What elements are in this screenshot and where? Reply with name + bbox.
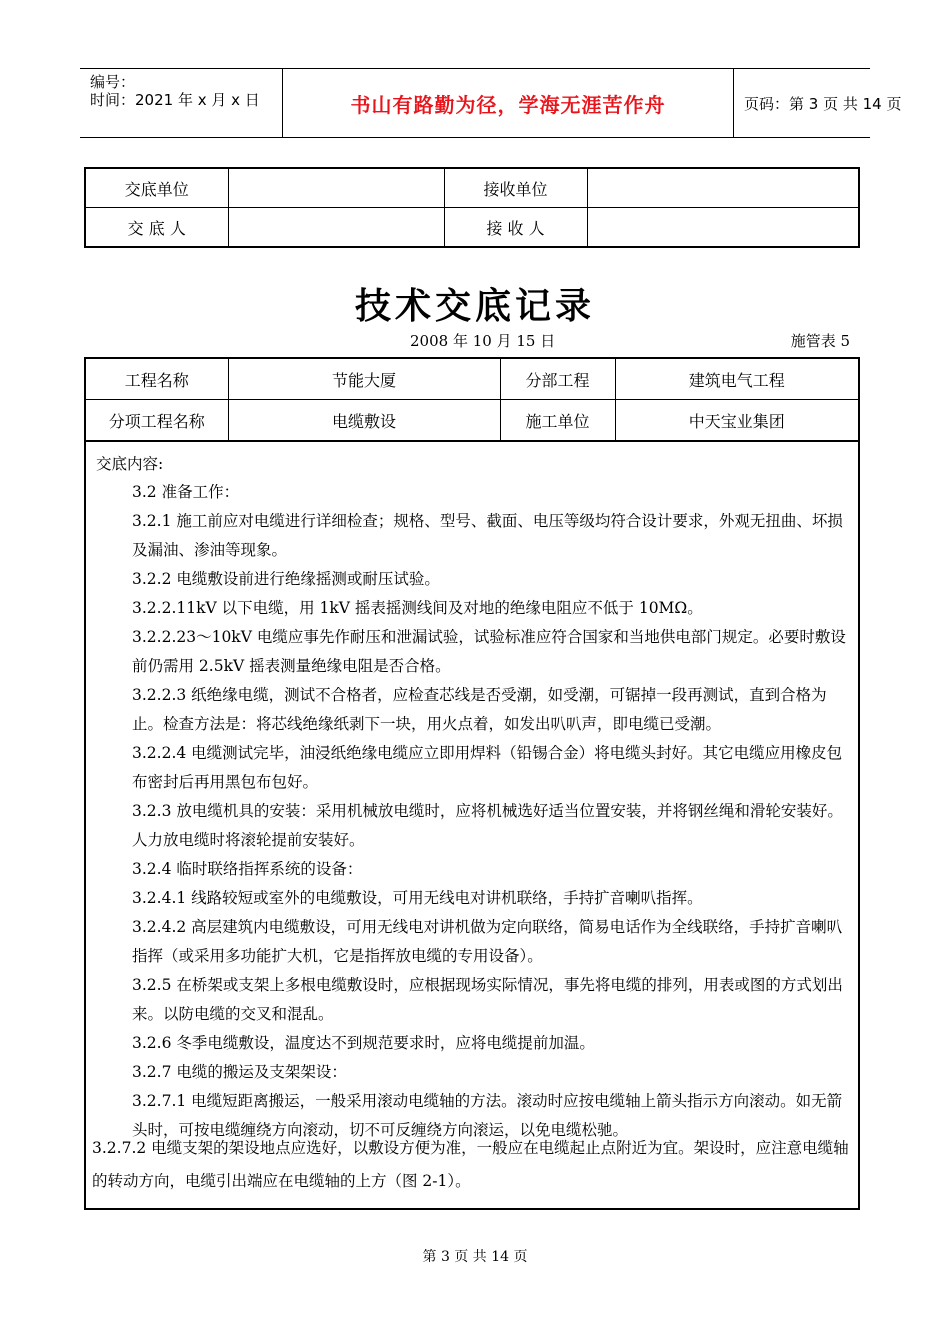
paragraph: 3.2.2.11kV 以下电缆，用 1kV 摇表摇测线间及对地的绝缘电阻应不低于 10MΩ。 bbox=[132, 599, 703, 617]
paragraph: 3.2.2.4 电缆测试完毕，油浸纸绝缘电缆应立即用焊料（铅锡合金）将电缆头封好。其它电缆应用橡皮包布密封后再用黑包布包好。 bbox=[132, 744, 843, 791]
content-body bbox=[132, 478, 856, 1145]
paragraph: 3.2.5 在桥架或支架上多根电缆敷设时，应根据现场实际情况，事先将电缆的排列，用表或图的方式划出来。以防电缆的交叉和混乱。 bbox=[132, 976, 843, 1023]
receiving-unit-label: 接收单位 bbox=[444, 168, 587, 208]
receiving-unit-value bbox=[587, 168, 859, 208]
handover-unit-value bbox=[228, 168, 444, 208]
content-box bbox=[84, 442, 860, 1210]
header-page-cell bbox=[734, 69, 902, 137]
paragraph: 3.2.4.2 高层建筑内电缆敷设，可用无线电对讲机做为定向联络，简易电话作为全线联络，手持扩音喇叭指挥（或采用多功能扩大机，它是指挥放电缆的专用设备）。 bbox=[132, 918, 843, 965]
paragraph: 3.2.2.3 纸绝缘电缆，测试不合格者，应检查芯线是否受潮，如受潮，可锯掉一段再测试，直到合格为止。检查方法是：将芯线绝缘纸剥下一块，用火点着，如发出叭叭声，即电缆已受潮。 bbox=[132, 686, 827, 733]
last-paragraph: 3.2.7.2 电缆支架的架设地点应选好，以敷设方便为准，一般应在电缆起止点附近为宜。架设时，应注意电缆轴的转动方向，电缆引出端应在电缆轴的上方（图 2-1）。 bbox=[92, 1139, 849, 1190]
receiver-person-label: 接 收 人 bbox=[444, 208, 587, 248]
paragraph: 3.2.6 冬季电缆敷设，温度达不到规范要求时，应将电缆提前加温。 bbox=[132, 1034, 595, 1052]
header-meta bbox=[80, 69, 282, 137]
receiver-person-value bbox=[587, 208, 859, 248]
table-row bbox=[85, 358, 859, 400]
header-motto-cell bbox=[282, 69, 734, 137]
handover-person-label: 交 底 人 bbox=[85, 208, 228, 248]
paragraph: 3.2.7 电缆的搬运及支架架设： bbox=[132, 1063, 347, 1081]
division-label: 分部工程 bbox=[500, 358, 615, 400]
paragraph: 3.2 准备工作： bbox=[132, 483, 240, 501]
handover-unit-label: 交底单位 bbox=[85, 168, 228, 208]
record-date: 2008 年 10 月 15 日 bbox=[410, 332, 556, 350]
paragraph: 3.2.2 电缆敷设前进行绝缘摇测或耐压试验。 bbox=[132, 570, 440, 588]
division-value: 建筑电气工程 bbox=[615, 358, 859, 400]
subitem-value: 电缆敷设 bbox=[228, 400, 500, 442]
header-page-info: 页码：第 3 页 共 14 页 bbox=[744, 94, 902, 113]
table-row bbox=[85, 168, 859, 208]
page-title: 技术交底记录 bbox=[354, 286, 595, 327]
document-time-label: 时间：2021 年 x 月 x 日 bbox=[90, 91, 260, 109]
project-info-table bbox=[84, 357, 860, 442]
paragraph: 3.2.3 放电缆机具的安装：采用机械放电缆时，应将机械选好适当位置安装，并将钢丝绳和滑轮安装好。人力放电缆时将滚轮提前安装好。 bbox=[132, 802, 843, 849]
document-number-label: 编号： bbox=[90, 73, 136, 91]
contractor-value: 中天宝业集团 bbox=[615, 400, 859, 442]
page-header bbox=[80, 68, 902, 138]
contractor-label: 施工单位 bbox=[500, 400, 615, 442]
paragraph: 3.2.4.1 线路较短或室外的电缆敷设，可用无线电对讲机联络，手持扩音喇叭指挥。 bbox=[132, 889, 703, 907]
handover-person-value bbox=[228, 208, 444, 248]
project-name-value: 节能大厦 bbox=[228, 358, 500, 400]
table-row bbox=[85, 208, 859, 248]
page-footer: 第 3 页 共 14 页 bbox=[422, 1249, 528, 1265]
paragraph: 3.2.1 施工前应对电缆进行详细检查；规格、型号、截面、电压等级均符合设计要求，外观无扭曲、坏损及漏油、渗油等现象。 bbox=[132, 512, 843, 559]
paragraph: 3.2.2.23～10kV 电缆应事先作耐压和泄漏试验，试验标准应符合国家和当地供电部门规定。必要时敷设前仍需用 2.5kV 摇表测量绝缘电阻是否合格。 bbox=[132, 628, 846, 675]
header-motto: 书山有路勤为径，学海无涯苦作舟 bbox=[350, 92, 666, 117]
content-label: 交底内容: bbox=[96, 455, 164, 473]
table-row bbox=[85, 400, 859, 442]
paragraph: 3.2.7.1 电缆短距离搬运，一般采用滚动电缆轴的方法。滚动时应按电缆轴上箭头指示方向滚动。如无箭头时，可按电缆缠绕方向滚动，切不可反缠绕方向滚运，以免电缆松驰。 bbox=[132, 1092, 843, 1139]
form-number: 施管表 5 bbox=[790, 332, 850, 350]
handover-table bbox=[84, 167, 860, 248]
subitem-label: 分项工程名称 bbox=[85, 400, 228, 442]
project-name-label: 工程名称 bbox=[85, 358, 228, 400]
paragraph: 3.2.4 临时联络指挥系统的设备： bbox=[132, 860, 363, 878]
